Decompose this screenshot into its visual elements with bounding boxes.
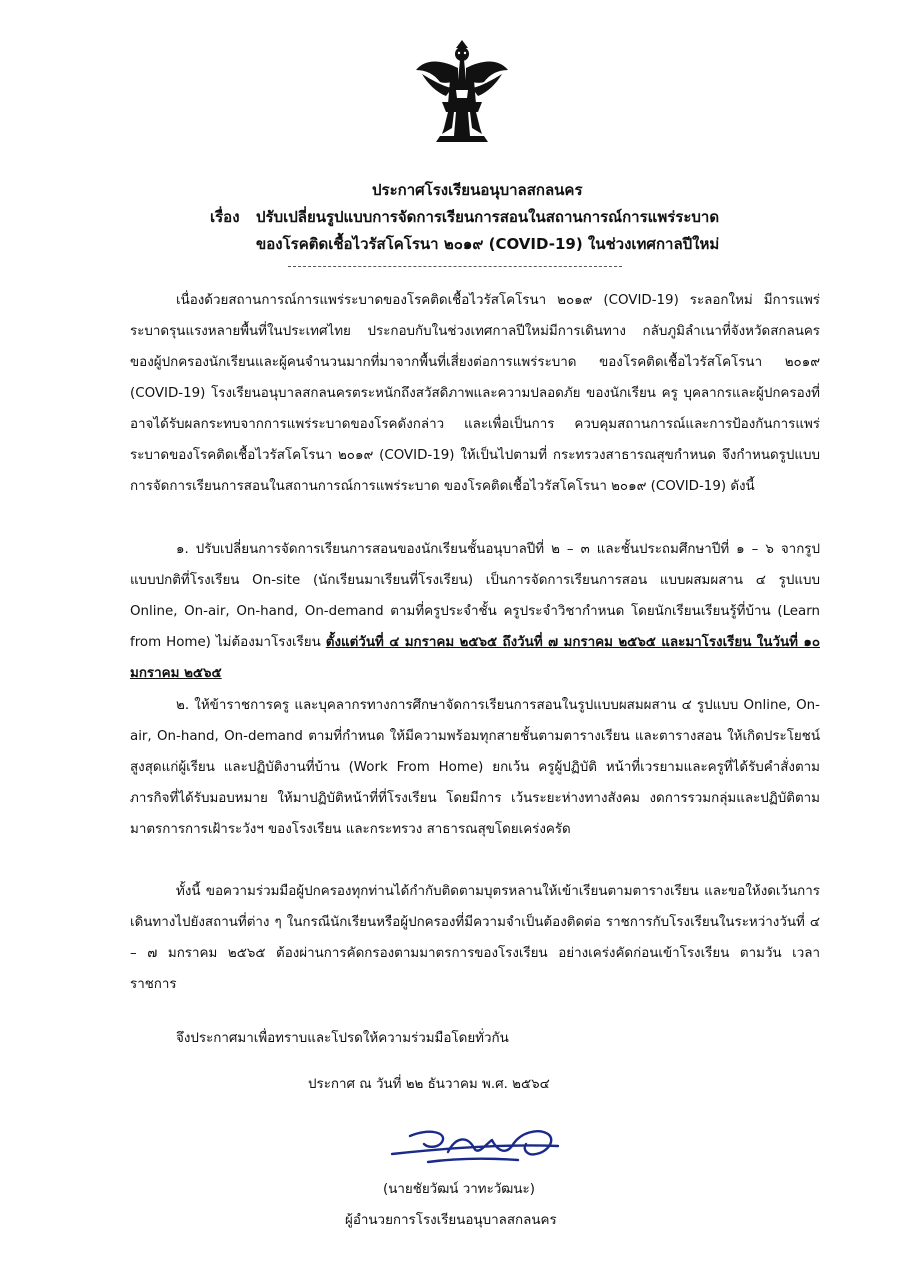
signer-name: (นายชัยวัฒน์ วาทะวัฒนะ) bbox=[383, 1182, 535, 1197]
announcement-date: ประกาศ ณ วันที่ ๒๒ ธันวาคม พ.ศ. ๒๕๖๔ bbox=[308, 1077, 550, 1092]
intro-paragraph: เนื่องด้วยสถานการณ์การแพร่ระบาดของโรคติดเชื้อไวรัสโคโรนา ๒๐๑๙ (COVID-19) ระลอกใหม่ มีการแพร่ระบาดรุนแรงหลายพื้นที่ในประเทศไทย ประกอบกับในช่วงเทศกาลปีใหม่มีการเดินทาง กลับภูมิลำเนาที่จังหวัดสกลนคร ของผู้ปกครองนักเรียนและผู้คนจำนวนมากที่มาจากพื้นที่เสี่ยงต่อการแพร่ระบาด ของโรคติดเชื้อไวรัสโคโรนา ๒๐๑๙ (COVID-19) โรงเรียนอนุบาลสกลนครตระหนักถึงสวัสดิภาพและความปลอดภัย ของนักเรียน ครู บุคลากรและผู้ปกครองที่อาจได้รับผลกระทบจากการแพร่ระบาดของโรคดังกล่าว และเพื่อเป็นการ ควบคุมสถานการณ์และการป้องกันการแพร่ระบาดของโรคติดเชื้อไวรัสโคโรนา ๒๐๑๙ (COVID-19) ให้เป็นไปตามที่ กระทรวงสาธารณสุขกำหนด จึงกำหนดรูปแบบการจัดการเรียนการสอนในสถานการณ์การแพร่ระบาด ของโรคติดเชื้อไวรัสโคโรนา ๒๐๑๙ (COVID-19) ดังนี้ bbox=[130, 293, 820, 494]
subject-line-1 bbox=[210, 206, 719, 228]
item-1-date-emphasis: ตั้งแต่วันที่ ๔ มกราคม ๒๕๖๕ ถึงวันที่ ๗ มกราคม ๒๕๖๕ และมาโรงเรียน ในวันที่ ๑๐ มกราคม ๒๕๖๕ bbox=[130, 635, 820, 681]
item-2-paragraph: ๒. ให้ข้าราชการครู และบุคลากรทางการศึกษาจัดการเรียนการสอนในรูปแบบผสมผสาน ๔ รูปแบบ Online, On-air, On-hand, On-demand ตามที่กำหนด ให้มีความพร้อมทุกสายชั้นตามตารางเรียน และตารางสอน ให้เกิดประโยชน์สูงสุดแก่ผู้เรียน และปฏิบัติงานที่บ้าน (Work From Home) ยกเว้น ครูผู้ปฏิบัติ หน้าที่เวรยามและครูที่ได้รับคำสั่งตามภารกิจที่ได้รับมอบหมาย ให้มาปฏิบัติหน้าที่ที่โรงเรียน โดยมีการ เว้นระยะห่างทางสังคม งดการรวมกลุ่มและปฏิบัติตามมาตรการการเฝ้าระวังฯ ของโรงเรียน และกระทรวง สาธารณสุขโดยเคร่งครัด bbox=[130, 698, 820, 837]
signature-icon bbox=[388, 1122, 564, 1174]
announcement-title: ประกาศโรงเรียนอนุบาลสกลนคร bbox=[372, 181, 583, 199]
garuda-emblem-icon bbox=[412, 40, 512, 150]
subject-text-1: ปรับเปลี่ยนรูปแบบการจัดการเรียนการสอนในสถานการณ์การแพร่ระบาด bbox=[256, 208, 720, 226]
header-divider bbox=[288, 266, 622, 267]
signer-position: ผู้อำนวยการโรงเรียนอนุบาลสกลนคร bbox=[345, 1213, 557, 1228]
subject-label: เรื่อง bbox=[210, 208, 240, 226]
item-1-paragraph bbox=[130, 534, 820, 689]
item-1-text: ๑. ปรับเปลี่ยนการจัดการเรียนการสอนของนักเรียนชั้นอนุบาลปีที่ ๒ – ๓ และชั้นประถมศึกษาปีที่ ๑ – ๖ จากรูปแบบปกติที่โรงเรียน On-site (นักเรียนมาเรียนที่โรงเรียน) เป็นการจัดการเรียนการสอน แบบผสมผสาน ๔ รูปแบบ Online, On-air, On-hand, On-demand ตามที่ครูประจำชั้น ครูประจำวิชากำหนด โดยนักเรียนเรียนรู้ที่บ้าน (Learn from Home) ไม่ต้องมาโรงเรียน bbox=[130, 542, 820, 650]
cooperation-paragraph: ทั้งนี้ ขอความร่วมมือผู้ปกครองทุกท่านได้กำกับติดตามบุตรหลานให้เข้าเรียนตามตารางเรียน และขอให้งดเว้นการเดินทางไปยังสถานที่ต่าง ๆ ในกรณีนักเรียนหรือผู้ปกครองที่มีความจำเป็นต้องติดต่อ ราชการกับโรงเรียนในระหว่างวันที่ ๔ – ๗ มกราคม ๒๕๖๕ ต้องผ่านการคัดกรองตามมาตรการของโรงเรียน อย่างเคร่งคัดก่อนเข้าโรงเรียน ตามวัน เวลาราชการ bbox=[130, 884, 820, 992]
closing-statement: จึงประกาศมาเพื่อทราบและโปรดให้ความร่วมมือโดยทั่วกัน bbox=[176, 1031, 509, 1046]
subject-line-2: ของโรคติดเชื้อไวรัสโคโรนา ๒๐๑๙ (COVID-19) ในช่วงเทศกาลปีใหม่ bbox=[256, 235, 720, 253]
